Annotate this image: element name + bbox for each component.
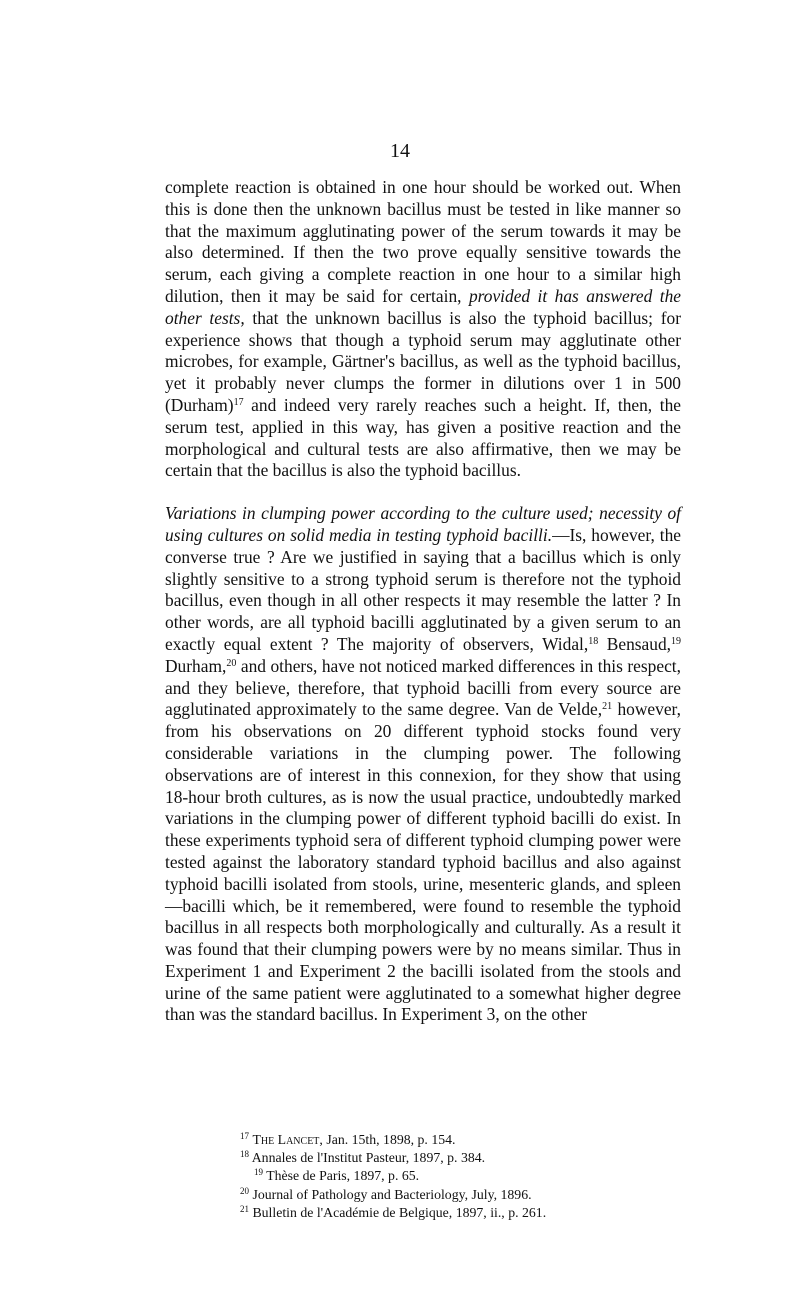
paragraph-1-text-c: and indeed very rarely reaches such a height. If, then, the serum test, applied in this way, has given a positive reaction and the morphological and cultural tests are also affirmative, then we may be certain that the bacillus is also the typhoid bacillus. <box>165 394 681 481</box>
paragraph-2-text-a: —Is, however, the converse true ? Are we justified in saying that a bacillus which is only slightly sensitive to a strong typhoid serum is therefore not the typhoid bacillus, even though in all other respects it may resemble the latter ? In other words, are all typhoid bacilli agglutinated by a given serum to an exactly equal extent ? The majority of observers, Widal, <box>165 524 681 654</box>
paragraph-1-text-a: complete reaction is obtained in one hour should be worked out. When this is done then the unknown bacillus must be tested in like manner so that the maximum agglutinating power of the serum towards it may be also determined. If then the two prove equally sensitive towards the serum, each giving a complete reaction in one hour to a similar high dilution, then it may be said for certain, <box>165 177 681 306</box>
paragraph-2 <box>165 503 681 1026</box>
footnote-number: 21 <box>240 1203 249 1214</box>
footnote-ref-18: 18 <box>588 635 599 647</box>
paragraph-1-italic: provided it has answered the other tests, <box>165 285 681 328</box>
footnote-journal: The Lancet, <box>252 1132 323 1147</box>
body-text <box>165 177 681 1026</box>
section-heading-italic: Variations in clumping power according to the culture used; necessity of using cultures on solid media in testing typhoid bacilli. <box>165 503 681 545</box>
paragraph-2-text-e: however, from his observations on 20 different typhoid stocks found very considerable variations in the clumping power. The following observations are of interest in this connexion, for they show that using 18-hour broth cultures, as is now the usual practice, undoubtedly marked variations in the clumping power of different typhoid bacilli do exist. In these experiments typhoid sera of different typhoid clumping power were tested against the laboratory standard typhoid bacillus and also against typhoid bacilli isolated from stools, urine, mesenteric glands, and spleen—bacilli which, be it remembered, were found to resemble the typhoid bacillus in all respects both morphologically and culturally. As a result it was found that their clumping powers were by no means similar. Thus in Experiment 1 and Experiment 2 the bacilli isolated from the stools and urine of the same patient were agglutinated to a somewhat higher degree than was the standard bacillus. In Experiment 3, on the other <box>165 699 681 1025</box>
paragraph-1-text-b: that the unknown bacillus is also the typhoid bacillus; for experience shows that though a typhoid serum may agglutinate other microbes, for example, Gärtner's bacillus, as well as the typhoid bacillus, yet it probably never clumps the former in dilutions over 1 in 500 (Durham) <box>165 307 681 415</box>
footnote-ref-17: 17 <box>233 396 244 408</box>
footnote-ref-20: 20 <box>226 657 237 669</box>
page-number: 14 <box>390 140 410 162</box>
footnote-number: 17 <box>240 1131 249 1141</box>
footnote-text: Annales de l'Institut Pasteur, 1897, p. 384. <box>251 1150 486 1166</box>
paragraph-2-text-b: Bensaud, <box>598 633 671 654</box>
footnote-number: 20 <box>240 1185 249 1196</box>
footnote-21 <box>240 1204 680 1222</box>
footnote-text: Bulletin de l'Académie de Belgique, 1897, ii., p. 261. <box>252 1204 547 1220</box>
footnote-17 <box>240 1131 680 1149</box>
footnote-ref-19: 19 <box>671 635 681 647</box>
footnote-19 <box>240 1167 680 1185</box>
footnote-text: Jan. 15th, 1898, p. 154. <box>322 1132 456 1147</box>
footnote-20 <box>240 1186 680 1204</box>
footnote-18 <box>240 1149 680 1167</box>
footnote-number: 19 <box>254 1167 263 1178</box>
paragraph-2-text-c: Durham, <box>165 655 227 676</box>
footnote-text: Journal of Pathology and Bacteriology, July, 1896. <box>252 1186 532 1202</box>
footnotes <box>240 1131 680 1222</box>
footnote-text: Thèse de Paris, 1897, p. 65. <box>266 1168 420 1184</box>
footnote-ref-21: 21 <box>602 701 613 713</box>
paragraph-1 <box>165 177 681 482</box>
footnote-number: 18 <box>240 1149 249 1160</box>
paragraph-2-text-d: and others, have not noticed marked differences in this respect, and they believe, therefore, that typhoid bacilli from every source are agglutinated approximately to the same degree. Van de Velde, <box>165 655 681 720</box>
